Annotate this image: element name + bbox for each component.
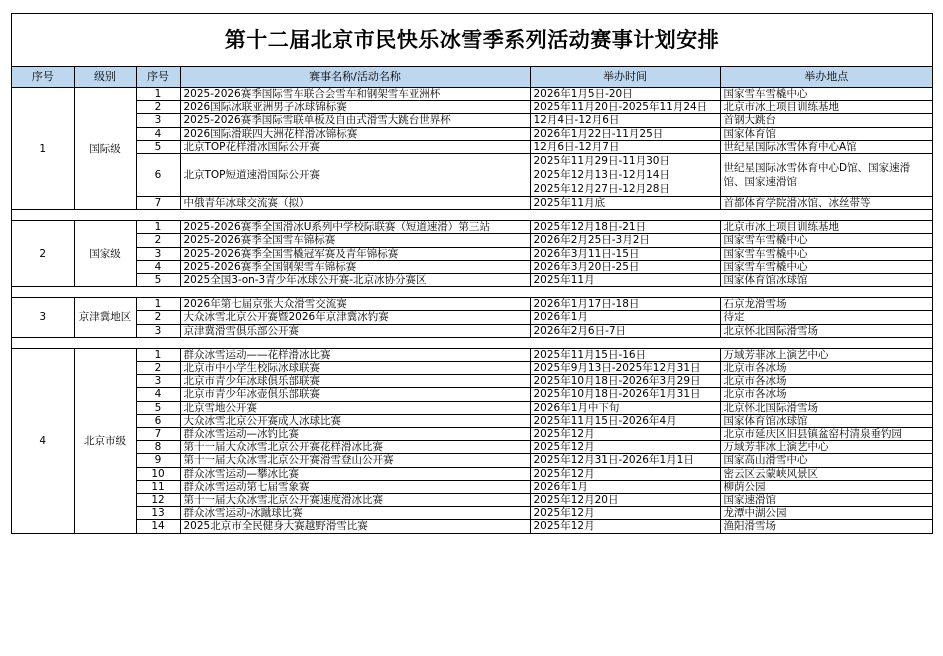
table-row: [12, 140, 932, 153]
item-number: 4: [136, 388, 180, 401]
event-time-line: 2025年12月13日-12月14日: [533, 169, 670, 182]
item-number: 2: [136, 311, 180, 324]
group-separator: [12, 287, 932, 298]
event-name: 第十一届大众冰雪北京公开赛花样滑冰比赛: [180, 441, 530, 454]
table-row: [12, 274, 932, 287]
table-row: [12, 375, 932, 388]
event-venue: 渔阳滑雪场: [720, 520, 932, 533]
item-number: 7: [136, 428, 180, 441]
header-item-number: 序号: [136, 67, 180, 88]
event-time: 2025年11月20日-2025年11月24日: [530, 101, 720, 114]
table-row: [12, 454, 932, 467]
item-number: 2: [136, 362, 180, 375]
event-venue: 国家体育馆冰球馆: [720, 414, 932, 427]
event-time: 2025年12月: [530, 428, 720, 441]
event-venue: 国家速滑馆: [720, 494, 932, 507]
table-row: [12, 480, 932, 493]
table-row: [12, 441, 932, 454]
table-row: [12, 401, 932, 414]
event-time: 2025年12月20日: [530, 494, 720, 507]
event-time: 2025年12月: [530, 467, 720, 480]
item-number: 1: [136, 298, 180, 311]
event-time: 2026年3月11日-15日: [530, 247, 720, 260]
event-time: 2026年2月6日-7日: [530, 324, 720, 337]
event-venue: 国家雪车雪橇中心: [720, 234, 932, 247]
event-venue: 国家体育馆: [720, 127, 932, 140]
event-time-line: 2025年11月29日-11月30日: [533, 155, 670, 168]
event-name: 2025-2026赛季全国钢架雪车锦标赛: [180, 260, 530, 273]
item-number: 3: [136, 324, 180, 337]
item-number: 8: [136, 441, 180, 454]
header-row: [12, 67, 932, 88]
item-number: 3: [136, 114, 180, 127]
table-row: [12, 298, 932, 311]
item-number: 4: [136, 260, 180, 273]
event-venue: 国家雪车雪橇中心: [720, 260, 932, 273]
table-row: [12, 362, 932, 375]
event-name: 群众冰雪运动—冰钓比赛: [180, 428, 530, 441]
table-row: [12, 114, 932, 127]
header-venue: 举办地点: [720, 67, 932, 88]
item-number: 1: [136, 348, 180, 361]
event-time: 2026年1月22日-11月25日: [530, 127, 720, 140]
event-venue: 万域芳菲冰上演艺中心: [720, 441, 932, 454]
event-name: 京津冀滑雪俱乐部公开赛: [180, 324, 530, 337]
header-group-number: 序号: [12, 67, 74, 88]
item-number: 1: [136, 221, 180, 234]
event-name: 中俄青年冰球交流赛（拟）: [180, 197, 530, 210]
event-venue: 北京市冰上项目训练基地: [720, 221, 932, 234]
event-venue: 北京市各冰场: [720, 375, 932, 388]
event-venue: 北京怀北国际滑雪场: [720, 401, 932, 414]
item-number: 1: [136, 88, 180, 101]
event-time-line: 2025年12月27日-12月28日: [533, 183, 670, 196]
table-row: [12, 311, 932, 324]
event-venue: 北京市各冰场: [720, 388, 932, 401]
event-time: 2025年11月15日-2026年4月: [530, 414, 720, 427]
event-time: 2025年10月18日-2026年1月31日: [530, 388, 720, 401]
table-row: [12, 520, 932, 533]
event-name: 2025-2026赛季全国雪车锦标赛: [180, 234, 530, 247]
table-row: [12, 467, 932, 480]
event-venue: 北京市冰上项目训练基地: [720, 101, 932, 114]
event-name: 第十一届大众冰雪北京公开赛速度滑冰比赛: [180, 494, 530, 507]
event-name: 大众冰雪北京公开赛成人冰球比赛: [180, 414, 530, 427]
event-time: 2025年10月18日-2026年3月29日: [530, 375, 720, 388]
event-name: 2025-2026赛季全国滑冰U系列中学校际联赛（短道速滑）第三站: [180, 221, 530, 234]
item-number: 14: [136, 520, 180, 533]
event-time: 2025年9月13日-2025年12月31日: [530, 362, 720, 375]
item-number: 2: [136, 101, 180, 114]
table-row: [12, 507, 932, 520]
event-venue: 密云区云蒙峡风景区: [720, 467, 932, 480]
page-title: 第十二届北京市民快乐冰雪季系列活动赛事计划安排: [12, 14, 932, 67]
header-time: 举办时间: [530, 67, 720, 88]
group-number: 1: [12, 88, 74, 210]
event-name: 北京市青少年冰球俱乐部联赛: [180, 375, 530, 388]
item-number: 9: [136, 454, 180, 467]
event-time: 2025年12月31日-2026年1月1日: [530, 454, 720, 467]
header-event-name: 赛事名称/活动名称: [180, 67, 530, 88]
event-name: 2026年第七届京张大众滑雪交流赛: [180, 298, 530, 311]
event-time: 2025年11月: [530, 274, 720, 287]
item-number: 5: [136, 140, 180, 153]
item-number: 5: [136, 401, 180, 414]
header-level: 级别: [74, 67, 136, 88]
event-time: 2025年12月18日-21日: [530, 221, 720, 234]
table-row: [12, 414, 932, 427]
event-time: 2026年1月: [530, 311, 720, 324]
table-row: [12, 388, 932, 401]
group-separator: [12, 337, 932, 348]
event-time: 2026年3月20日-25日: [530, 260, 720, 273]
event-venue: 世纪星国际冰雪体育中心A馆: [720, 140, 932, 153]
item-number: 3: [136, 375, 180, 388]
event-name: 2025-2026赛季全国雪橇冠军赛及青年锦标赛: [180, 247, 530, 260]
schedule-table: [12, 67, 932, 534]
event-name: 北京雪地公开赛: [180, 401, 530, 414]
event-time: 2025年11月底: [530, 197, 720, 210]
event-venue: 国家雪车雪橇中心: [720, 88, 932, 101]
event-venue: 北京怀北国际滑雪场: [720, 324, 932, 337]
event-name: 北京TOP花样滑冰国际公开赛: [180, 140, 530, 153]
event-venue: 龙潭中湖公园: [720, 507, 932, 520]
event-time: 2025年12月: [530, 520, 720, 533]
event-venue: 首都体育学院滑冰馆、冰丝带等: [720, 197, 932, 210]
table-row: [12, 428, 932, 441]
event-time: 12月4日-12月6日: [530, 114, 720, 127]
event-venue: 国家雪车雪橇中心: [720, 247, 932, 260]
table-row: [12, 494, 932, 507]
group-level: 国家级: [74, 221, 136, 287]
item-number: 3: [136, 247, 180, 260]
group-separator: [12, 210, 932, 221]
table-row: [12, 154, 932, 197]
event-name: 2026国际滑联四大洲花样滑冰锦标赛: [180, 127, 530, 140]
group-number: 2: [12, 221, 74, 287]
event-time: 2025年11月15日-16日: [530, 348, 720, 361]
item-number: 12: [136, 494, 180, 507]
event-name: 2025-2026赛季国际雪车联合会雪车和钢架雪车亚洲杯: [180, 88, 530, 101]
event-venue: 国家高山滑雪中心: [720, 454, 932, 467]
event-venue: 柳荫公园: [720, 480, 932, 493]
group-level: 国际级: [74, 88, 136, 210]
schedule-body: [12, 88, 932, 534]
event-time: 2026年1月: [530, 480, 720, 493]
event-name: 北京市中小学生校际冰球联赛: [180, 362, 530, 375]
item-number: 6: [136, 414, 180, 427]
event-name: 北京市青少年冰壶俱乐部联赛: [180, 388, 530, 401]
group-number: 3: [12, 298, 74, 338]
schedule-sheet: [11, 13, 933, 534]
event-venue: 石京龙滑雪场: [720, 298, 932, 311]
table-row: [12, 260, 932, 273]
item-number: 6: [136, 154, 180, 197]
event-time: [530, 154, 720, 197]
event-time: 12月6日-12月7日: [530, 140, 720, 153]
group-number: 4: [12, 348, 74, 533]
event-venue: 国家体育馆冰球馆: [720, 274, 932, 287]
table-row: [12, 247, 932, 260]
table-row: [12, 88, 932, 101]
event-time: 2026年1月17日-18日: [530, 298, 720, 311]
item-number: 11: [136, 480, 180, 493]
event-name: 群众冰雪运动-冰蹴球比赛: [180, 507, 530, 520]
event-venue: 待定: [720, 311, 932, 324]
item-number: 2: [136, 234, 180, 247]
event-name: 大众冰雪北京公开赛暨2026年京津冀冰钓赛: [180, 311, 530, 324]
event-name: 群众冰雪运动—攀冰比赛: [180, 467, 530, 480]
table-row: [12, 234, 932, 247]
table-row: [12, 324, 932, 337]
event-name: 2025北京市全民健身大赛越野滑雪比赛: [180, 520, 530, 533]
event-venue: 北京市延庆区旧县镇盆窑村清泉垂钓园: [720, 428, 932, 441]
group-level: 北京市级: [74, 348, 136, 533]
event-venue: 万域芳菲冰上演艺中心: [720, 348, 932, 361]
event-time: 2026年1月中下旬: [530, 401, 720, 414]
group-level: 京津冀地区: [74, 298, 136, 338]
table-row: [12, 348, 932, 361]
event-name: 北京TOP短道速滑国际公开赛: [180, 154, 530, 197]
item-number: 10: [136, 467, 180, 480]
table-row: [12, 221, 932, 234]
event-time: 2025年12月: [530, 441, 720, 454]
event-name: 2025全国3-on-3青少年冰球公开赛-北京冰协分赛区: [180, 274, 530, 287]
event-time: 2026年2月25日-3月2日: [530, 234, 720, 247]
item-number: 13: [136, 507, 180, 520]
event-name: 群众冰雪运动第七届雪象赛: [180, 480, 530, 493]
event-venue: 世纪星国际冰雪体育中心D馆、国家速滑馆、国家速滑馆: [720, 154, 932, 197]
item-number: 5: [136, 274, 180, 287]
event-venue: 首钢大跳台: [720, 114, 932, 127]
event-name: 2026国际冰联亚洲男子冰球锦标赛: [180, 101, 530, 114]
table-row: [12, 101, 932, 114]
table-row: [12, 127, 932, 140]
event-name: 第十一届大众冰雪北京公开赛滑雪登山公开赛: [180, 454, 530, 467]
event-name: 群众冰雪运动——花样滑冰比赛: [180, 348, 530, 361]
event-name: 2025-2026赛季国际雪联单板及自由式滑雪大跳台世界杯: [180, 114, 530, 127]
item-number: 7: [136, 197, 180, 210]
item-number: 4: [136, 127, 180, 140]
event-venue: 北京市各冰场: [720, 362, 932, 375]
event-time: 2025年12月: [530, 507, 720, 520]
event-time: 2026年1月5日-20日: [530, 88, 720, 101]
table-row: [12, 197, 932, 210]
